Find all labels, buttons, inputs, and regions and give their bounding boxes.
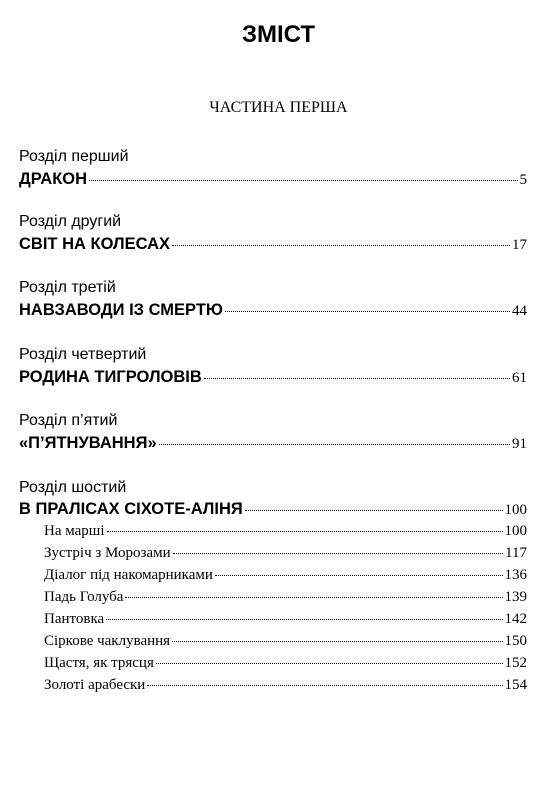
page-number: 152 bbox=[504, 655, 527, 671]
page-number: 100 bbox=[504, 523, 527, 539]
subsection-title: Діалог під накомарниками bbox=[44, 567, 213, 583]
chapter-title: В ПРАЛІСАХ СІХОТЕ-АЛІНЯ bbox=[19, 500, 243, 518]
chapter-entry[interactable] bbox=[19, 169, 527, 190]
chapter-entry[interactable] bbox=[19, 234, 527, 255]
chapter-label: Розділ другий bbox=[19, 213, 122, 230]
chapter-label: Розділ перший bbox=[19, 148, 129, 165]
page-title: ЗМІСТ bbox=[241, 21, 316, 48]
chapter-title: «П’ЯТНУВАННЯ» bbox=[19, 434, 157, 452]
subsection-title: Сіркове чаклування bbox=[44, 633, 171, 649]
subsection-entry[interactable] bbox=[44, 609, 527, 629]
subsection-title: Золоті арабески bbox=[44, 677, 146, 693]
subsection-title: Падь Голуба bbox=[44, 589, 124, 605]
chapter-title: ДРАКОН bbox=[19, 170, 88, 188]
page-number: 136 bbox=[504, 567, 527, 583]
subsection-title: Щастя, як трясця bbox=[44, 655, 154, 671]
chapter-title: РОДИНА ТИГРОЛОВІВ bbox=[19, 368, 202, 386]
page-number: 91 bbox=[512, 436, 527, 452]
page-number: 61 bbox=[512, 370, 527, 386]
dot-leader bbox=[173, 553, 503, 554]
page-number: 44 bbox=[512, 303, 527, 319]
page-number: 17 bbox=[512, 237, 527, 253]
dot-leader bbox=[89, 180, 517, 181]
subsection-entry[interactable] bbox=[44, 565, 527, 585]
dot-leader bbox=[147, 685, 502, 686]
subsection-entry[interactable] bbox=[44, 521, 527, 541]
page-number: 117 bbox=[505, 545, 527, 561]
page-number: 100 bbox=[504, 502, 527, 518]
subsection-entry[interactable] bbox=[44, 587, 527, 607]
subsection-title: Зустріч з Морозами bbox=[44, 545, 171, 561]
subsection-entry[interactable] bbox=[44, 631, 527, 651]
subsection-title: На марші bbox=[44, 523, 105, 539]
subsection-entry[interactable] bbox=[44, 543, 527, 563]
dot-leader bbox=[125, 597, 502, 598]
dot-leader bbox=[172, 245, 510, 246]
chapter-label: Розділ шостий bbox=[19, 479, 127, 496]
chapter-title: НАВЗАВОДИ ІЗ СМЕРТЮ bbox=[19, 301, 223, 319]
dot-leader bbox=[107, 531, 503, 532]
page-number: 139 bbox=[504, 589, 527, 605]
subsection-entry[interactable] bbox=[44, 653, 527, 673]
subsection-title: Пантовка bbox=[44, 611, 105, 627]
page-number: 150 bbox=[504, 633, 527, 649]
page-number: 142 bbox=[504, 611, 527, 627]
dot-leader bbox=[159, 444, 510, 445]
dot-leader bbox=[172, 641, 502, 642]
part-heading: ЧАСТИНА ПЕРША bbox=[209, 99, 348, 116]
page-number: 5 bbox=[519, 172, 527, 188]
page-number: 154 bbox=[504, 677, 527, 693]
dot-leader bbox=[204, 378, 510, 379]
dot-leader bbox=[156, 663, 503, 664]
chapter-title: СВІТ НА КОЛЕСАХ bbox=[19, 235, 170, 253]
dot-leader bbox=[245, 510, 503, 511]
chapter-entry[interactable] bbox=[19, 367, 527, 388]
chapter-entry[interactable] bbox=[19, 499, 527, 520]
dot-leader bbox=[225, 311, 510, 312]
chapter-label: Розділ четвертий bbox=[19, 346, 147, 363]
subsection-entry[interactable] bbox=[44, 675, 527, 695]
dot-leader bbox=[106, 619, 502, 620]
dot-leader bbox=[215, 575, 503, 576]
chapter-entry[interactable] bbox=[19, 433, 527, 454]
chapter-label: Розділ п’ятий bbox=[19, 412, 118, 429]
chapter-label: Розділ третій bbox=[19, 279, 116, 296]
chapter-entry[interactable] bbox=[19, 300, 527, 321]
